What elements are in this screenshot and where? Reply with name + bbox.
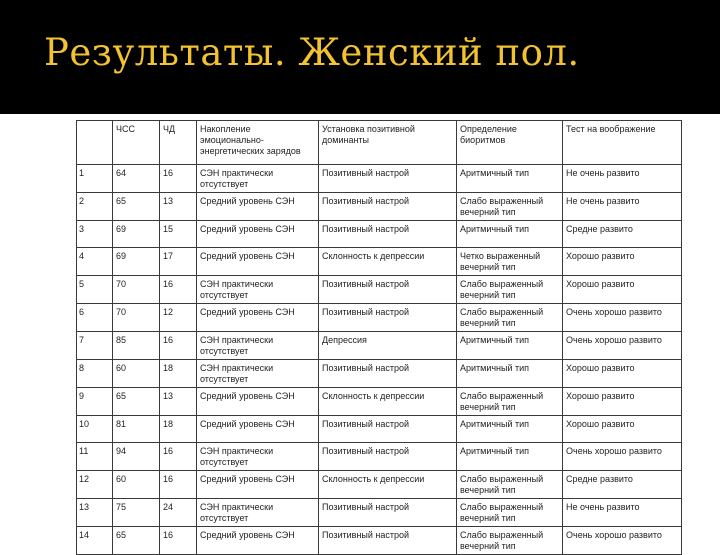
imagination-test-cell: Не очень развито [563,193,682,221]
row-index-cell: 11 [77,443,113,471]
column-header-breathing-rate: ЧД [160,121,197,165]
imagination-test-cell: Средне развито [563,221,682,248]
breathing-rate-cell: 17 [160,248,197,276]
imagination-test-cell: Хорошо развито [563,276,682,304]
heart-rate-cell: 60 [113,360,160,388]
biorhythm-cell: Слабо выраженный вечерний тип [457,388,563,416]
heart-rate-cell: 65 [113,193,160,221]
breathing-rate-cell: 16 [160,276,197,304]
breathing-rate-cell: 16 [160,332,197,360]
biorhythm-cell: Слабо выраженный вечерний тип [457,499,563,527]
imagination-test-cell: Хорошо развито [563,360,682,388]
row-index-cell: 7 [77,332,113,360]
positive-dominant-cell: Позитивный настрой [319,221,457,248]
biorhythm-cell: Аритмичный тип [457,360,563,388]
emotional-charge-cell: Средний уровень СЭН [197,221,319,248]
positive-dominant-cell: Склонность к депрессии [319,248,457,276]
imagination-test-cell: Не очень развито [563,499,682,527]
row-index-cell: 2 [77,193,113,221]
column-header-emotional-charge: Накопление эмоционально-энергетических зарядов [197,121,319,165]
emotional-charge-cell: СЭН практически отсутствует [197,165,319,193]
breathing-rate-cell: 16 [160,165,197,193]
biorhythm-cell: Слабо выраженный вечерний тип [457,276,563,304]
biorhythm-cell: Аритмичный тип [457,443,563,471]
row-index-cell: 12 [77,471,113,499]
positive-dominant-cell: Позитивный настрой [319,416,457,443]
biorhythm-cell: Слабо выраженный вечерний тип [457,527,563,555]
positive-dominant-cell: Депрессия [319,332,457,360]
emotional-charge-cell: СЭН практически отсутствует [197,276,319,304]
imagination-test-cell: Очень хорошо развито [563,527,682,555]
emotional-charge-cell: Средний уровень СЭН [197,527,319,555]
breathing-rate-cell: 16 [160,527,197,555]
column-header-positive-dominant: Установка позитивной доминанты [319,121,457,165]
row-index-cell: 13 [77,499,113,527]
positive-dominant-cell: Позитивный настрой [319,304,457,332]
table-row [77,193,682,221]
table-row [77,221,682,248]
positive-dominant-cell: Позитивный настрой [319,443,457,471]
imagination-test-cell: Очень хорошо развито [563,332,682,360]
row-index-cell: 3 [77,221,113,248]
column-header-imagination-test: Тест на воображение [563,121,682,165]
table-row [77,499,682,527]
positive-dominant-cell: Позитивный настрой [319,276,457,304]
positive-dominant-cell: Позитивный настрой [319,360,457,388]
heart-rate-cell: 69 [113,221,160,248]
row-index-cell: 1 [77,165,113,193]
breathing-rate-cell: 15 [160,221,197,248]
heart-rate-cell: 65 [113,527,160,555]
imagination-test-cell: Средне развито [563,471,682,499]
emotional-charge-cell: СЭН практически отсутствует [197,332,319,360]
biorhythm-cell: Слабо выраженный вечерний тип [457,193,563,221]
emotional-charge-cell: Средний уровень СЭН [197,193,319,221]
title-bar [0,0,720,114]
emotional-charge-cell: Средний уровень СЭН [197,248,319,276]
column-header-index [77,121,113,165]
heart-rate-cell: 64 [113,165,160,193]
breathing-rate-cell: 13 [160,388,197,416]
imagination-test-cell: Хорошо развито [563,416,682,443]
imagination-test-cell: Хорошо развито [563,248,682,276]
imagination-test-cell: Очень хорошо развито [563,443,682,471]
positive-dominant-cell: Позитивный настрой [319,527,457,555]
heart-rate-cell: 69 [113,248,160,276]
table-row [77,332,682,360]
heart-rate-cell: 85 [113,332,160,360]
table-row [77,248,682,276]
biorhythm-cell: Слабо выраженный вечерний тип [457,304,563,332]
table-row [77,388,682,416]
row-index-cell: 9 [77,388,113,416]
positive-dominant-cell: Позитивный настрой [319,499,457,527]
results-table [76,120,682,555]
row-index-cell: 4 [77,248,113,276]
breathing-rate-cell: 12 [160,304,197,332]
breathing-rate-cell: 16 [160,471,197,499]
emotional-charge-cell: СЭН практически отсутствует [197,360,319,388]
row-index-cell: 8 [77,360,113,388]
table-row [77,416,682,443]
emotional-charge-cell: СЭН практически отсутствует [197,499,319,527]
column-header-biorhythm: Определение биоритмов [457,121,563,165]
table-row [77,527,682,555]
table-header [77,121,682,165]
table-row [77,276,682,304]
table-row [77,471,682,499]
heart-rate-cell: 94 [113,443,160,471]
biorhythm-cell: Аритмичный тип [457,332,563,360]
breathing-rate-cell: 18 [160,416,197,443]
row-index-cell: 5 [77,276,113,304]
emotional-charge-cell: Средний уровень СЭН [197,388,319,416]
biorhythm-cell: Аритмичный тип [457,221,563,248]
heart-rate-cell: 60 [113,471,160,499]
row-index-cell: 10 [77,416,113,443]
emotional-charge-cell: СЭН практически отсутствует [197,443,319,471]
header-row [77,121,682,165]
emotional-charge-cell: Средний уровень СЭН [197,471,319,499]
biorhythm-cell: Аритмичный тип [457,165,563,193]
breathing-rate-cell: 18 [160,360,197,388]
table-row [77,443,682,471]
positive-dominant-cell: Позитивный настрой [319,165,457,193]
biorhythm-cell: Аритмичный тип [457,416,563,443]
row-index-cell: 14 [77,527,113,555]
imagination-test-cell: Очень хорошо развито [563,304,682,332]
table-row [77,165,682,193]
emotional-charge-cell: Средний уровень СЭН [197,304,319,332]
imagination-test-cell: Не очень развито [563,165,682,193]
heart-rate-cell: 81 [113,416,160,443]
heart-rate-cell: 75 [113,499,160,527]
table-row [77,360,682,388]
imagination-test-cell: Хорошо развито [563,388,682,416]
heart-rate-cell: 70 [113,304,160,332]
biorhythm-cell: Слабо выраженный вечерний тип [457,471,563,499]
heart-rate-cell: 70 [113,276,160,304]
breathing-rate-cell: 16 [160,443,197,471]
table-body [77,165,682,555]
heart-rate-cell: 65 [113,388,160,416]
breathing-rate-cell: 13 [160,193,197,221]
positive-dominant-cell: Склонность к депрессии [319,388,457,416]
column-header-heart-rate: ЧСС [113,121,160,165]
table-row [77,304,682,332]
slide-title: Результаты. Женский пол. [44,31,580,74]
breathing-rate-cell: 24 [160,499,197,527]
positive-dominant-cell: Склонность к депрессии [319,471,457,499]
emotional-charge-cell: Средний уровень СЭН [197,416,319,443]
positive-dominant-cell: Позитивный настрой [319,193,457,221]
biorhythm-cell: Четко выраженный вечерний тип [457,248,563,276]
row-index-cell: 6 [77,304,113,332]
